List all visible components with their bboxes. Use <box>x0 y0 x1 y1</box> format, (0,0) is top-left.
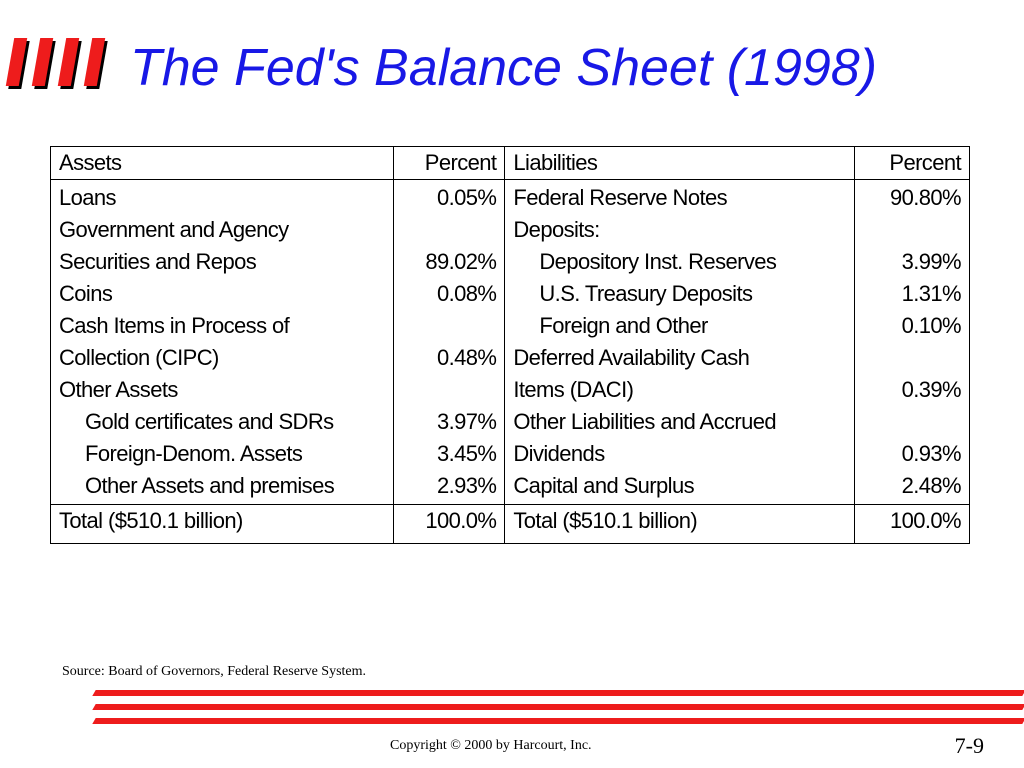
liability-value: 0.93% <box>901 441 961 466</box>
assets-values <box>394 180 505 505</box>
assets-header: Assets <box>51 147 394 180</box>
asset-value <box>402 214 496 246</box>
liability-label: Other Liabilities and Accrued <box>513 409 777 434</box>
harcourt-logo <box>4 38 114 90</box>
liability-value: 90.80% <box>889 185 961 210</box>
assets-total-label: Total ($510.1 billion) <box>51 505 394 544</box>
decorative-stripes <box>94 690 1024 726</box>
asset-label: Gold certificates and SDRs <box>85 409 334 434</box>
liability-label: Dividends <box>513 441 605 466</box>
asset-label: Other Assets and premises <box>85 473 335 498</box>
liability-value: 1.31% <box>901 281 961 306</box>
liability-value: 0.39% <box>901 377 961 402</box>
asset-value: 0.05% <box>437 185 497 210</box>
copyright-notice: Copyright © 2000 by Harcourt, Inc. <box>390 738 592 753</box>
asset-label: Cash Items in Process of <box>59 313 290 338</box>
liability-label: Capital and Surplus <box>513 473 694 498</box>
assets-total-value: 100.0% <box>394 505 505 544</box>
asset-label: Loans <box>59 185 116 210</box>
page-number: 7-9 <box>954 733 984 758</box>
liability-value <box>863 406 961 438</box>
table-body-row <box>51 180 970 505</box>
assets-percent-header: Percent <box>394 147 505 180</box>
asset-value: 0.48% <box>437 345 497 370</box>
liabilities-total-value: 100.0% <box>854 505 969 544</box>
liabilities-total-label: Total ($510.1 billion) <box>505 505 854 544</box>
table-total-row <box>51 505 970 544</box>
liability-value: 3.99% <box>901 249 961 274</box>
asset-label: Foreign-Denom. Assets <box>85 441 303 466</box>
liability-value: 2.48% <box>901 473 961 498</box>
slide-title: The Fed's Balance Sheet (1998) <box>130 39 878 97</box>
asset-label: Collection (CIPC) <box>59 345 219 370</box>
source-note: Source: Board of Governors, Federal Reserve System. <box>62 664 367 679</box>
liability-label: Deposits: <box>513 217 600 242</box>
asset-label: Other Assets <box>59 377 178 402</box>
liabilities-header: Liabilities <box>505 147 854 180</box>
asset-value <box>402 310 496 342</box>
liabilities-percent-header: Percent <box>854 147 969 180</box>
asset-value: 3.45% <box>437 441 497 466</box>
liability-value <box>863 214 961 246</box>
asset-value: 3.97% <box>437 409 497 434</box>
liabilities-labels <box>505 180 854 505</box>
liabilities-values <box>854 180 969 505</box>
liability-value: 0.10% <box>901 313 961 338</box>
asset-value <box>402 374 496 406</box>
assets-labels <box>51 180 394 505</box>
asset-label: Government and Agency <box>59 217 289 242</box>
table-header-row <box>51 147 970 180</box>
asset-label: Coins <box>59 281 113 306</box>
balance-sheet-table <box>50 146 970 544</box>
liability-value <box>863 342 961 374</box>
liability-label: Federal Reserve Notes <box>513 185 727 210</box>
asset-value: 0.08% <box>437 281 497 306</box>
asset-label: Securities and Repos <box>59 249 257 274</box>
liability-label: Depository Inst. Reserves <box>539 249 777 274</box>
asset-value: 2.93% <box>437 473 497 498</box>
liability-label: Deferred Availability Cash <box>513 345 750 370</box>
liability-label: Items (DACI) <box>513 377 634 402</box>
liability-label: U.S. Treasury Deposits <box>539 281 753 306</box>
liability-label: Foreign and Other <box>539 313 708 338</box>
asset-value: 89.02% <box>425 249 497 274</box>
